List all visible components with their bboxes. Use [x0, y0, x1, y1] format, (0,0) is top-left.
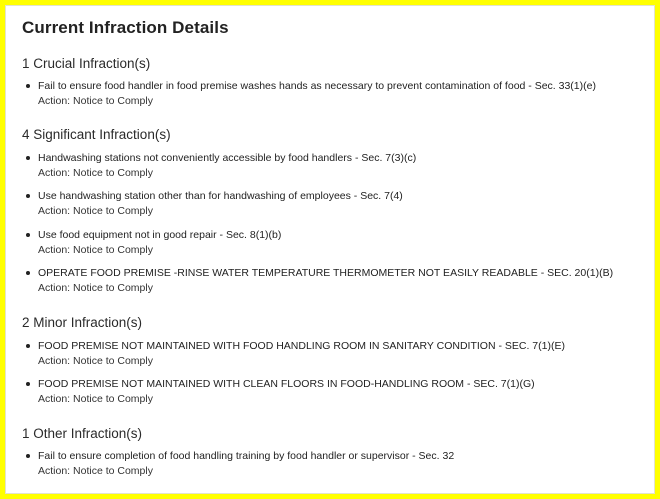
infraction-item [26, 151, 648, 181]
bullet-icon [26, 271, 30, 275]
infraction-item [26, 449, 648, 479]
infraction-text: FOOD PREMISE NOT MAINTAINED WITH FOOD HANDLING ROOM IN SANITARY CONDITION - SEC. 7(1)(E) [38, 340, 565, 352]
bullet-icon [26, 194, 30, 198]
infraction-action: Action: Notice to Comply [38, 95, 153, 107]
bullet-icon [26, 233, 30, 237]
infraction-text: Fail to ensure food handler in food premise washes hands as necessary to prevent contamination of food - Sec. 33(1)(e) [38, 80, 596, 92]
section-heading-crucial: 1 Crucial Infraction(s) [22, 56, 151, 71]
infraction-text: OPERATE FOOD PREMISE -RINSE WATER TEMPERATURE THERMOMETER NOT EASILY READABLE - SEC. 20(1)(B) [38, 267, 614, 279]
infraction-item [26, 79, 648, 109]
infraction-action: Action: Notice to Comply [38, 393, 153, 405]
infraction-text: Use food equipment not in good repair - Sec. 8(1)(b) [38, 229, 282, 241]
infraction-action: Action: Notice to Comply [38, 205, 153, 217]
infraction-text: FOOD PREMISE NOT MAINTAINED WITH CLEAN FLOORS IN FOOD-HANDLING ROOM - SEC. 7(1)(G) [38, 378, 535, 390]
infraction-action: Action: Notice to Comply [38, 465, 153, 477]
bullet-icon [26, 382, 30, 386]
infraction-action: Action: Notice to Comply [38, 355, 153, 367]
section-heading-other: 1 Other Infraction(s) [22, 426, 143, 441]
section-heading-minor: 2 Minor Infraction(s) [22, 315, 143, 330]
infraction-item [26, 377, 648, 407]
bullet-icon [26, 454, 30, 458]
bullet-icon [26, 156, 30, 160]
infraction-details-panel [5, 5, 655, 494]
bullet-icon [26, 344, 30, 348]
infraction-text: Use handwashing station other than for handwashing of employees - Sec. 7(4) [38, 190, 403, 202]
infraction-item [26, 228, 648, 258]
infraction-action: Action: Notice to Comply [38, 244, 153, 256]
section-heading-significant: 4 Significant Infraction(s) [22, 127, 171, 142]
bullet-icon [26, 84, 30, 88]
infraction-item [26, 189, 648, 219]
page-title: Current Infraction Details [22, 18, 229, 37]
infraction-text: Handwashing stations not conveniently accessible by food handlers - Sec. 7(3)(c) [38, 152, 417, 164]
infraction-item [26, 266, 648, 296]
infraction-item [26, 339, 648, 369]
infraction-action: Action: Notice to Comply [38, 282, 153, 294]
infraction-action: Action: Notice to Comply [38, 167, 153, 179]
infraction-text: Fail to ensure completion of food handling training by food handler or supervisor - Sec. 32 [38, 450, 455, 462]
